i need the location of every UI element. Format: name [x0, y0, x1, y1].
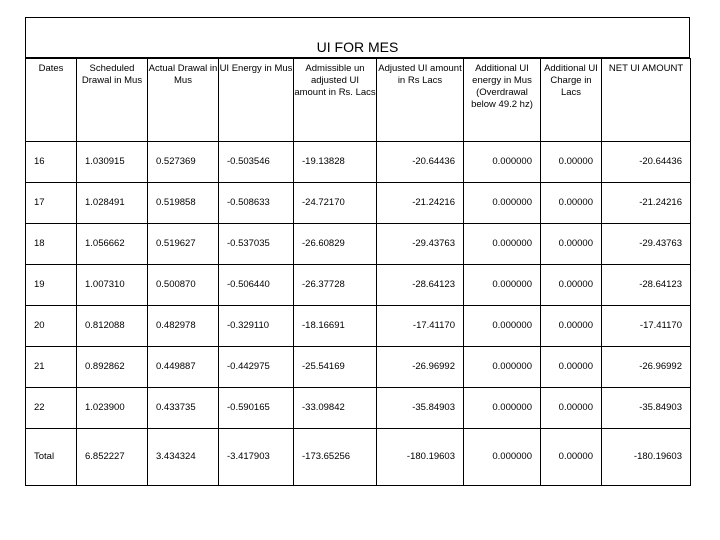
cell-adjusted-ui-amount: -21.24216: [377, 183, 464, 224]
cell-scheduled-drawal: 1.023900: [77, 388, 148, 429]
cell-admissible-ui-amount: -26.37728: [294, 265, 377, 306]
cell-scheduled-drawal: 0.892862: [77, 347, 148, 388]
cell-admissible-ui-amount: -26.60829: [294, 224, 377, 265]
cell-total-admissible-ui-amount: -173.65256: [294, 429, 377, 486]
cell-date: 19: [26, 265, 77, 306]
cell-ui-energy: -0.508633: [219, 183, 294, 224]
cell-date: 22: [26, 388, 77, 429]
cell-adjusted-ui-amount: -29.43763: [377, 224, 464, 265]
cell-scheduled-drawal: 0.812088: [77, 306, 148, 347]
cell-actual-drawal: 0.519858: [148, 183, 219, 224]
cell-ui-energy: -0.506440: [219, 265, 294, 306]
cell-date: 21: [26, 347, 77, 388]
table-row: [26, 142, 691, 183]
header-row: [26, 59, 691, 142]
cell-additional-ui-charge: 0.00000: [541, 347, 602, 388]
header-additional-ui-charge: Additional UI Charge in Lacs: [541, 59, 602, 142]
cell-additional-ui-charge: 0.00000: [541, 306, 602, 347]
cell-additional-ui-energy: 0.000000: [464, 347, 541, 388]
cell-additional-ui-charge: 0.00000: [541, 388, 602, 429]
cell-actual-drawal: 0.527369: [148, 142, 219, 183]
cell-admissible-ui-amount: -18.16691: [294, 306, 377, 347]
table-row: [26, 388, 691, 429]
cell-net-ui-amount: -21.24216: [602, 183, 691, 224]
table-row: [26, 265, 691, 306]
total-row: [26, 429, 691, 486]
cell-total-actual-drawal: 3.434324: [148, 429, 219, 486]
cell-net-ui-amount: -20.64436: [602, 142, 691, 183]
cell-total-additional-ui-energy: 0.000000: [464, 429, 541, 486]
cell-ui-energy: -0.503546: [219, 142, 294, 183]
cell-total-scheduled-drawal: 6.852227: [77, 429, 148, 486]
cell-actual-drawal: 0.433735: [148, 388, 219, 429]
cell-adjusted-ui-amount: -28.64123: [377, 265, 464, 306]
table-row: [26, 347, 691, 388]
cell-adjusted-ui-amount: -20.64436: [377, 142, 464, 183]
header-admissible-ui-amount: Admissible un adjusted UI amount in Rs. Lacs: [294, 59, 377, 142]
cell-actual-drawal: 0.482978: [148, 306, 219, 347]
cell-net-ui-amount: -26.96992: [602, 347, 691, 388]
header-actual-drawal: Actual Drawal in Mus: [148, 59, 219, 142]
cell-net-ui-amount: -29.43763: [602, 224, 691, 265]
cell-total-label: Total: [26, 429, 77, 486]
cell-additional-ui-energy: 0.000000: [464, 183, 541, 224]
cell-total-additional-ui-charge: 0.00000: [541, 429, 602, 486]
page-title: UI FOR MES: [316, 39, 399, 55]
ui-table: [25, 58, 691, 486]
header-scheduled-drawal: Scheduled Drawal in Mus: [77, 59, 148, 142]
cell-scheduled-drawal: 1.030915: [77, 142, 148, 183]
cell-ui-energy: -0.590165: [219, 388, 294, 429]
header-dates: Dates: [26, 59, 77, 142]
cell-adjusted-ui-amount: -17.41170: [377, 306, 464, 347]
cell-admissible-ui-amount: -33.09842: [294, 388, 377, 429]
cell-additional-ui-charge: 0.00000: [541, 224, 602, 265]
table-row: [26, 224, 691, 265]
cell-actual-drawal: 0.449887: [148, 347, 219, 388]
cell-net-ui-amount: -35.84903: [602, 388, 691, 429]
table-row: [26, 183, 691, 224]
cell-additional-ui-charge: 0.00000: [541, 183, 602, 224]
cell-net-ui-amount: -28.64123: [602, 265, 691, 306]
cell-admissible-ui-amount: -19.13828: [294, 142, 377, 183]
cell-net-ui-amount: -17.41170: [602, 306, 691, 347]
cell-actual-drawal: 0.500870: [148, 265, 219, 306]
cell-date: 18: [26, 224, 77, 265]
cell-actual-drawal: 0.519627: [148, 224, 219, 265]
cell-total-net-ui-amount: -180.19603: [602, 429, 691, 486]
header-net-ui-amount: NET UI AMOUNT: [602, 59, 691, 142]
cell-additional-ui-energy: 0.000000: [464, 224, 541, 265]
cell-additional-ui-energy: 0.000000: [464, 142, 541, 183]
cell-ui-energy: -0.537035: [219, 224, 294, 265]
cell-ui-energy: -0.442975: [219, 347, 294, 388]
title-box: [25, 17, 690, 58]
table-row: [26, 306, 691, 347]
cell-total-ui-energy: -3.417903: [219, 429, 294, 486]
cell-scheduled-drawal: 1.007310: [77, 265, 148, 306]
header-additional-ui-energy: Additional UI energy in Mus (Overdrawal below 49.2 hz): [464, 59, 541, 142]
cell-admissible-ui-amount: -25.54169: [294, 347, 377, 388]
cell-additional-ui-energy: 0.000000: [464, 265, 541, 306]
cell-admissible-ui-amount: -24.72170: [294, 183, 377, 224]
cell-adjusted-ui-amount: -35.84903: [377, 388, 464, 429]
cell-ui-energy: -0.329110: [219, 306, 294, 347]
cell-additional-ui-charge: 0.00000: [541, 142, 602, 183]
cell-scheduled-drawal: 1.028491: [77, 183, 148, 224]
cell-total-adjusted-ui-amount: -180.19603: [377, 429, 464, 486]
header-ui-energy: UI Energy in Mus: [219, 59, 294, 142]
cell-scheduled-drawal: 1.056662: [77, 224, 148, 265]
cell-additional-ui-energy: 0.000000: [464, 306, 541, 347]
cell-date: 20: [26, 306, 77, 347]
cell-date: 16: [26, 142, 77, 183]
cell-additional-ui-charge: 0.00000: [541, 265, 602, 306]
cell-additional-ui-energy: 0.000000: [464, 388, 541, 429]
header-adjusted-ui-amount: Adjusted UI amount in Rs Lacs: [377, 59, 464, 142]
cell-adjusted-ui-amount: -26.96992: [377, 347, 464, 388]
cell-date: 17: [26, 183, 77, 224]
